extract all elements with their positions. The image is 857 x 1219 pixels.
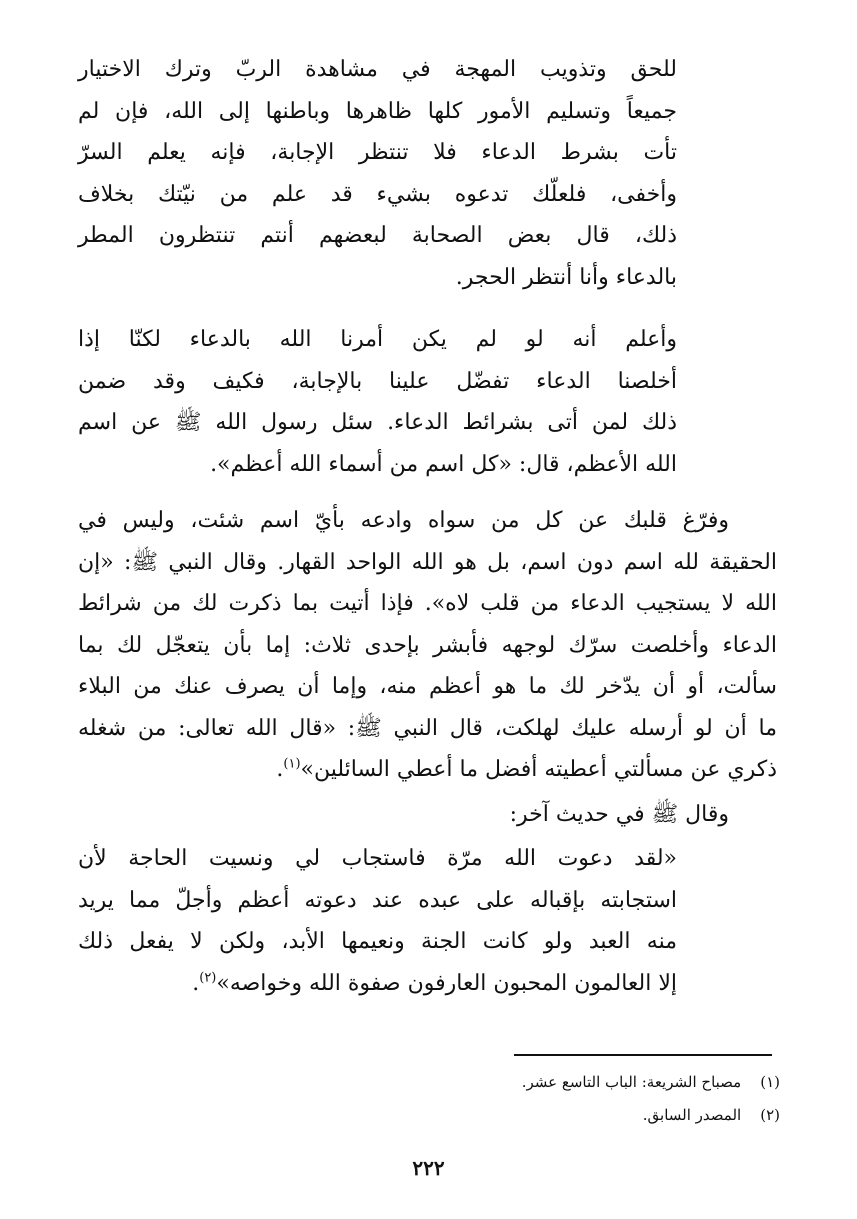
footnote-text: المصدر السابق.	[642, 1106, 742, 1124]
paragraph-4	[510, 794, 777, 836]
footnote-item	[522, 1066, 780, 1099]
paragraph-5	[78, 838, 677, 1004]
footnote-ref: (١)	[283, 756, 301, 772]
text-line: وقال ﷺ في حديث آخر:	[509, 802, 729, 827]
text-line: جميعاً وتسليم الأمور كلها ظاهرها وباطنها إلى الله، فإن لم	[78, 98, 677, 124]
footnote-number: (١)	[760, 1073, 780, 1091]
footnote-number: (٢)	[760, 1106, 780, 1124]
text-line: إلا العالمون المحبون العارفون صفوة الله وخواصه»$^{(٢)}$.	[192, 970, 677, 996]
text-line: وأخفى، فلعلّك تدعوه بشيء قد علم من نيّتك بخلاف	[78, 181, 677, 207]
text-line: منه العبد ولو كانت الجنة ونعيمها الأبد، ولكن لا يفعل ذلك	[78, 929, 677, 954]
footnote-text: مصباح الشريعة: الباب التاسع عشر.	[521, 1073, 742, 1091]
paragraph-2	[78, 319, 677, 485]
footnote-item	[522, 1099, 780, 1132]
page-number: ٢٢٢	[412, 1156, 445, 1180]
footnote-divider	[514, 1054, 772, 1056]
text-line: ذلك لمن أتى بشرائط الدعاء. سئل رسول الله ﷺ عن اسم	[78, 410, 677, 435]
text-line: استجابته بإقباله على عبده عند دعوته أعظم وأجلّ مما يريد	[78, 887, 677, 913]
text-line: الدعاء وأخلصت سرّك لوجهه فأبشر بإحدى ثلاث: إما بأن يتعجّل لك بما	[78, 632, 777, 658]
text-line: سألت، أو أن يدّخر لك ما هو أعظم منه، وإما أن يصرف عنك من البلاء	[78, 674, 777, 699]
text-line: وأعلم أنه لو لم يكن أمرنا الله بالدعاء لكنّا إذا	[78, 327, 677, 352]
text-line: الحقيقة لله اسم دون اسم، بل هو الله الواحد القهار. وقال النبي ﷺ: «إن	[78, 549, 777, 575]
text-line: ذلك، قال بعض الصحابة لبعضهم أنتم تنتظرون المطر	[78, 223, 677, 248]
text-line: وفرّغ قلبك عن كل من سواه وادعه بأيّ اسم شئت، وليس في	[78, 508, 729, 533]
text-line: تأت بشرط الدعاء فلا تنتظر الإجابة، فإنه يعلم السرّ	[78, 140, 677, 165]
text-line: الله الأعظم، قال: «كل اسم من أسماء الله أعظم».	[210, 451, 677, 477]
footnote-ref: (٢)	[199, 970, 217, 986]
text-line: للحق وتذويب المهجة في مشاهدة الربّ وترك الاختيار	[78, 57, 677, 82]
text-line: ذكري عن مسألتي أعطيته أفضل ما أعطي السائلين»$^{(١)}$.	[276, 756, 777, 782]
paragraph-3	[78, 500, 777, 791]
text-line: الله لا يستجيب الدعاء من قلب لاه». فإذا أتيت بما ذكرت لك من شرائط	[78, 591, 777, 616]
footnotes	[522, 1066, 780, 1132]
text-line: بالدعاء وأنا أنتظر الحجر.	[455, 264, 677, 290]
text-line: ما أن لو أرسله عليك لهلكت، قال النبي ﷺ: «قال الله تعالى: من شغله	[78, 715, 777, 741]
paragraph-1	[78, 49, 677, 298]
text-line: «لقد دعوت الله مرّة فاستجاب لي ونسيت الحاجة لأن	[78, 846, 677, 871]
text-line: أخلصنا الدعاء تفضّل علينا بالإجابة، فكيف وقد ضمن	[78, 368, 677, 394]
